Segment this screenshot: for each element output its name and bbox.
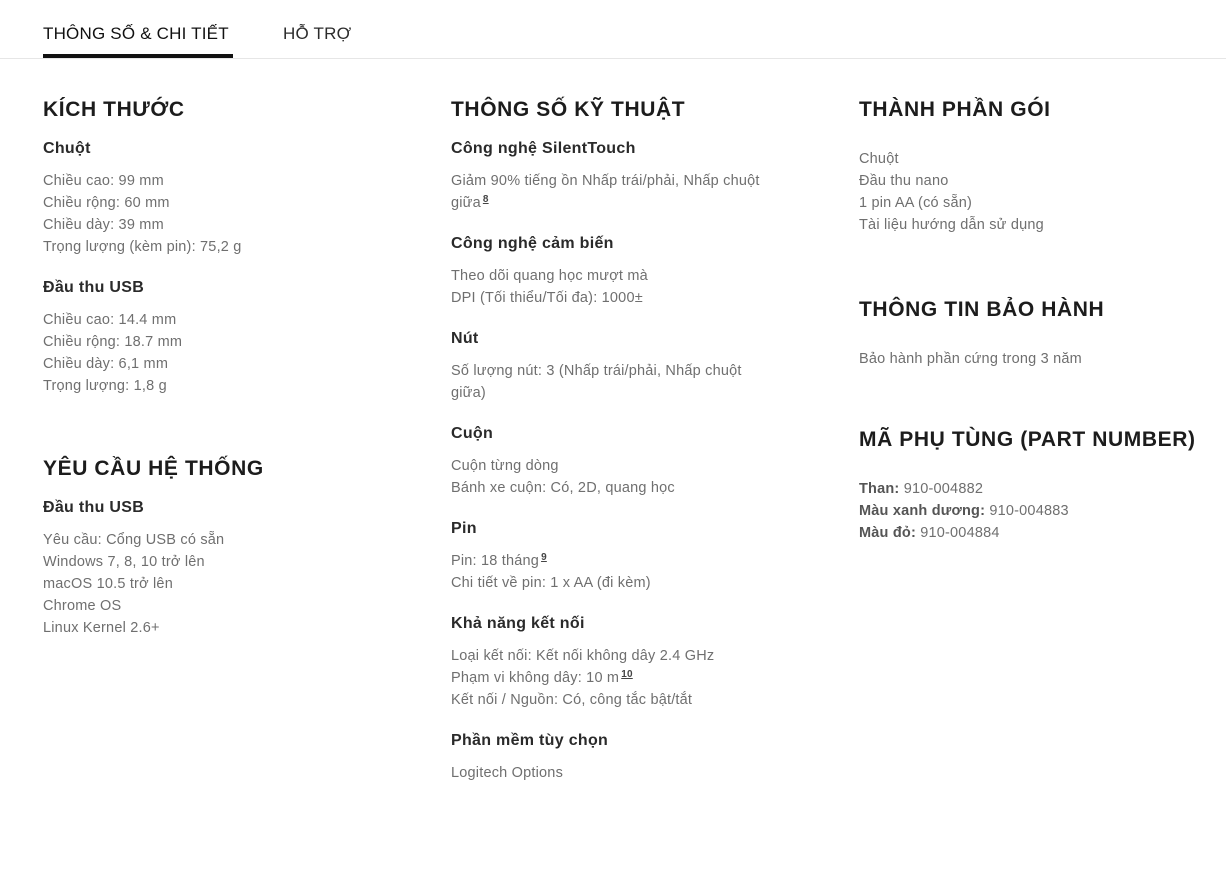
list-item: DPI (Tối thiểu/Tối đa): 1000± <box>451 290 643 306</box>
list-item <box>859 478 1219 500</box>
subsection-title-connectivity: Khả năng kết nối <box>451 615 585 632</box>
list-item: Loại kết nối: Kết nối không dây 2.4 GHz <box>451 648 715 664</box>
list-item: Chiều dày: 39 mm <box>43 217 164 233</box>
subsection-title-sensor: Công nghệ cảm biến <box>451 235 614 252</box>
list-item-text: giữa <box>451 195 481 211</box>
list-item: Trọng lượng: 1,8 g <box>43 378 167 394</box>
column-technical-specs <box>451 96 831 784</box>
section-title-technical-specs: THÔNG SỐ KỸ THUẬT <box>451 98 686 121</box>
list-item: macOS 10.5 trở lên <box>43 576 173 592</box>
system-requirements-list <box>43 529 423 639</box>
list-item <box>451 667 831 689</box>
list-item <box>451 192 831 214</box>
connectivity-list <box>451 645 831 711</box>
package-contents-list <box>859 148 1219 236</box>
list-item: Chuột <box>859 151 899 167</box>
footnote-link[interactable]: 8 <box>482 194 489 205</box>
active-tab-indicator <box>43 54 233 58</box>
list-item: Bảo hành phần cứng trong 3 năm <box>859 351 1082 367</box>
section-title-part-number: MÃ PHỤ TÙNG (PART NUMBER) <box>859 428 1196 451</box>
receiver-dimensions-list <box>43 309 423 397</box>
part-value: 910-004883 <box>989 503 1069 519</box>
list-item: Theo dõi quang học mượt mà <box>451 268 648 284</box>
section-title-dimensions: KÍCH THƯỚC <box>43 98 185 121</box>
mouse-dimensions-list <box>43 170 423 258</box>
part-value: 910-004884 <box>920 525 1000 541</box>
section-title-warranty: THÔNG TIN BẢO HÀNH <box>859 298 1105 321</box>
software-list <box>451 762 831 784</box>
scroll-list <box>451 455 831 499</box>
list-item-text: Phạm vi không dây: 10 m <box>451 670 620 686</box>
list-item: Chiều dày: 6,1 mm <box>43 356 169 372</box>
part-value: 910-004882 <box>903 481 984 497</box>
sensor-list <box>451 265 831 309</box>
part-label: Màu xanh dương: <box>859 503 986 519</box>
list-item: Chiều cao: 14.4 mm <box>43 312 177 328</box>
list-item: Đầu thu nano <box>859 173 949 189</box>
part-label: Than: <box>859 481 900 497</box>
list-item: giữa) <box>451 385 486 401</box>
list-item: Chi tiết về pin: 1 x AA (đi kèm) <box>451 575 651 591</box>
silenttouch-list <box>451 170 831 214</box>
subsection-title-silenttouch: Công nghệ SilentTouch <box>451 140 636 157</box>
list-item: Giảm 90% tiếng ồn Nhấp trái/phải, Nhấp chuột <box>451 173 760 189</box>
list-item <box>859 522 1219 544</box>
list-item: Logitech Options <box>451 765 564 781</box>
subsection-title-receiver: Đầu thu USB <box>43 279 145 296</box>
list-item: Chiều cao: 99 mm <box>43 173 164 189</box>
subsection-title-battery: Pin <box>451 520 477 537</box>
list-item: Tài liệu hướng dẫn sử dụng <box>859 217 1044 233</box>
list-item-text: Pin: 18 tháng <box>451 553 540 569</box>
spec-tabs <box>0 0 1226 59</box>
list-item <box>451 550 831 572</box>
section-title-system-requirements: YÊU CẦU HỆ THỐNG <box>43 457 264 480</box>
tab-support[interactable]: HỖ TRỢ <box>283 24 352 43</box>
list-item: Bánh xe cuộn: Có, 2D, quang học <box>451 480 675 496</box>
list-item <box>859 500 1219 522</box>
tab-specs-details[interactable]: THÔNG SỐ & CHI TIẾT <box>43 24 229 43</box>
part-label: Màu đỏ: <box>859 525 916 541</box>
part-number-list <box>859 478 1219 544</box>
list-item: Chrome OS <box>43 598 122 614</box>
subsection-title-software: Phần mềm tùy chọn <box>451 732 609 749</box>
list-item: Cuộn từng dòng <box>451 458 559 474</box>
list-item: 1 pin AA (có sẵn) <box>859 195 973 211</box>
list-item: Số lượng nút: 3 (Nhấp trái/phải, Nhấp chuột <box>451 363 742 379</box>
list-item: Linux Kernel 2.6+ <box>43 620 160 636</box>
column-package-warranty-parts <box>859 96 1219 544</box>
column-dimensions-system <box>43 96 423 639</box>
list-item: Yêu cầu: Cổng USB có sẵn <box>43 532 225 548</box>
section-title-package: THÀNH PHẦN GÓI <box>859 98 1051 121</box>
footnote-link[interactable]: 9 <box>541 552 547 563</box>
battery-list <box>451 550 831 594</box>
subsection-title-receiver-req: Đầu thu USB <box>43 499 145 516</box>
list-item: Kết nối / Nguồn: Có, công tắc bật/tắt <box>451 692 693 708</box>
buttons-list <box>451 360 831 404</box>
footnote-link[interactable]: 10 <box>621 669 633 680</box>
warranty-list <box>859 348 1219 370</box>
list-item: Trọng lượng (kèm pin): 75,2 g <box>43 239 242 255</box>
list-item: Chiều rộng: 18.7 mm <box>43 334 183 350</box>
list-item: Windows 7, 8, 10 trở lên <box>43 554 205 570</box>
subsection-title-buttons: Nút <box>451 330 479 347</box>
subsection-title-mouse: Chuột <box>43 140 91 157</box>
list-item: Chiều rộng: 60 mm <box>43 195 170 211</box>
subsection-title-scroll: Cuộn <box>451 425 494 442</box>
